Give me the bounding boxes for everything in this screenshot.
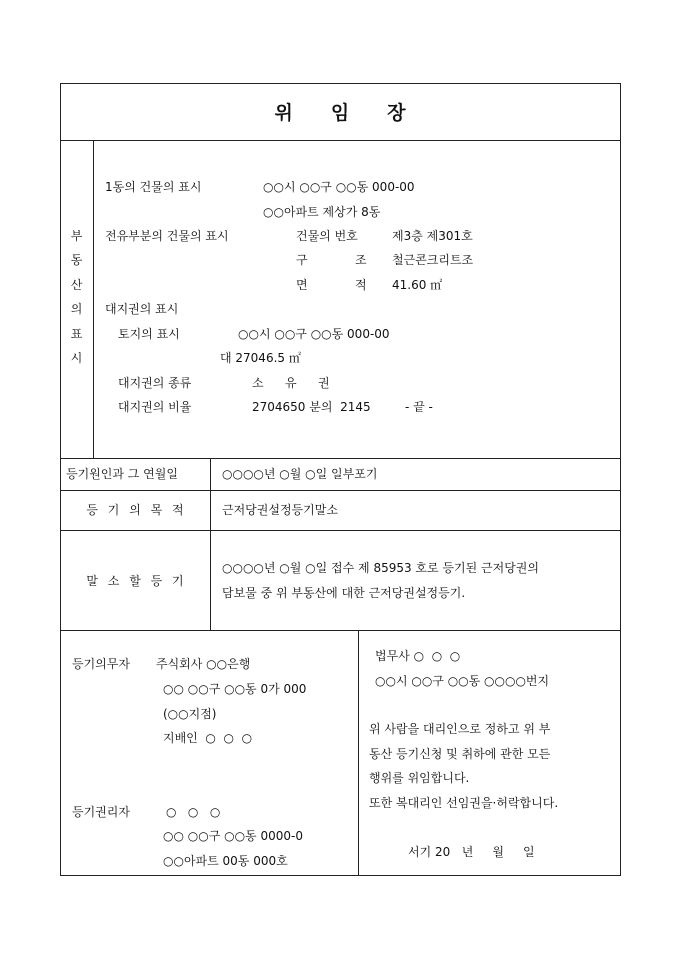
divider — [358, 630, 359, 876]
end-mark: - 끝 - — [405, 400, 433, 414]
cancel-value-line: 담보물 중 위 부동산에 대한 근저당권설정등기. — [222, 586, 466, 600]
structure-label: 조 — [355, 253, 367, 267]
divider — [60, 490, 621, 491]
structure-label: 구 — [296, 253, 308, 267]
holder-name: ○ ○ ○ — [166, 805, 221, 819]
land-right-label: 대지권의 표시 — [105, 302, 179, 316]
area-label: 면 — [296, 278, 308, 292]
section-label-char: 부 — [70, 229, 83, 243]
holder-address: ○○ ○○구 ○○동 0000-0 — [163, 829, 303, 843]
holder-apartment: ○○아파트 00동 000호 — [163, 854, 288, 868]
unit-number-label: 건물의 번호 — [296, 229, 358, 243]
obligor-address: ○○ ○○구 ○○동 0가 000 — [163, 682, 307, 696]
divider — [60, 630, 621, 631]
cancel-label: 말 소 할 등 기 — [86, 574, 184, 588]
structure-value: 철근콘크리트조 — [392, 253, 474, 267]
section-label-char: 산 — [70, 278, 83, 292]
land-address: ○○시 ○○구 ○○동 000-00 — [238, 327, 390, 341]
agent-name: 법무사 ○ ○ ○ — [375, 649, 461, 663]
right-type-char: 소 — [252, 376, 264, 390]
building-name: ○○아파트 제상가 8동 — [263, 205, 381, 219]
section-label-char: 시 — [70, 351, 83, 365]
page-title: 위임장 — [274, 102, 444, 124]
unit-label: 전유부분의 건물의 표시 — [105, 229, 229, 243]
area-label: 적 — [355, 278, 367, 292]
section-label-char: 동 — [70, 253, 83, 267]
holder-label: 등기권리자 — [72, 805, 130, 819]
building-label: 1동의 건물의 표시 — [105, 180, 202, 194]
right-type-char: 권 — [318, 376, 330, 390]
right-type-char: 유 — [285, 376, 297, 390]
building-address: ○○시 ○○구 ○○동 000-00 — [263, 180, 415, 194]
cause-value: ○○○○년 ○월 ○일 일부포기 — [222, 467, 378, 481]
divider — [93, 140, 94, 458]
statement-line: 또한 복대리인 선임권을·허락합니다. — [369, 796, 559, 810]
cancel-value-line: ○○○○년 ○월 ○일 접수 제 85953 호로 등기된 근저당권의 — [222, 561, 539, 575]
statement-line: 행위를 위임합니다. — [369, 771, 470, 785]
right-type-label: 대지권의 종류 — [118, 376, 192, 390]
divider — [60, 140, 621, 141]
area-value: 41.60 ㎡ — [392, 278, 443, 292]
land-label: 토지의 표시 — [118, 327, 180, 341]
land-area: 대 27046.5 ㎡ — [220, 351, 301, 365]
divider — [60, 530, 621, 531]
agent-address: ○○시 ○○구 ○○동 ○○○○번지 — [375, 674, 550, 688]
right-ratio-label: 대지권의 비율 — [118, 400, 192, 414]
right-ratio: 2704650 분의 2145 — [252, 400, 371, 414]
section-label-char: 의 — [70, 302, 83, 316]
cause-label: 등기원인과 그 연월일 — [66, 467, 178, 481]
obligor-name: 주식회사 ○○은행 — [156, 657, 251, 671]
date-line: 서기 20 년 월 일 — [408, 845, 535, 859]
section-label-char: 표 — [70, 327, 83, 341]
obligor-label: 등기의무자 — [72, 657, 130, 671]
purpose-label: 등 기 의 목 적 — [86, 503, 184, 517]
statement-line: 위 사람을 대리인으로 정하고 위 부 — [369, 722, 551, 736]
obligor-branch: (○○지점) — [163, 707, 217, 721]
statement-line: 동산 등기신청 및 취하에 관한 모든 — [369, 747, 551, 761]
divider — [60, 458, 621, 459]
unit-number: 제3층 제301호 — [392, 229, 473, 243]
divider — [210, 458, 211, 630]
purpose-value: 근저당권설정등기말소 — [222, 503, 338, 517]
obligor-manager: 지배인 ○ ○ ○ — [163, 731, 253, 745]
